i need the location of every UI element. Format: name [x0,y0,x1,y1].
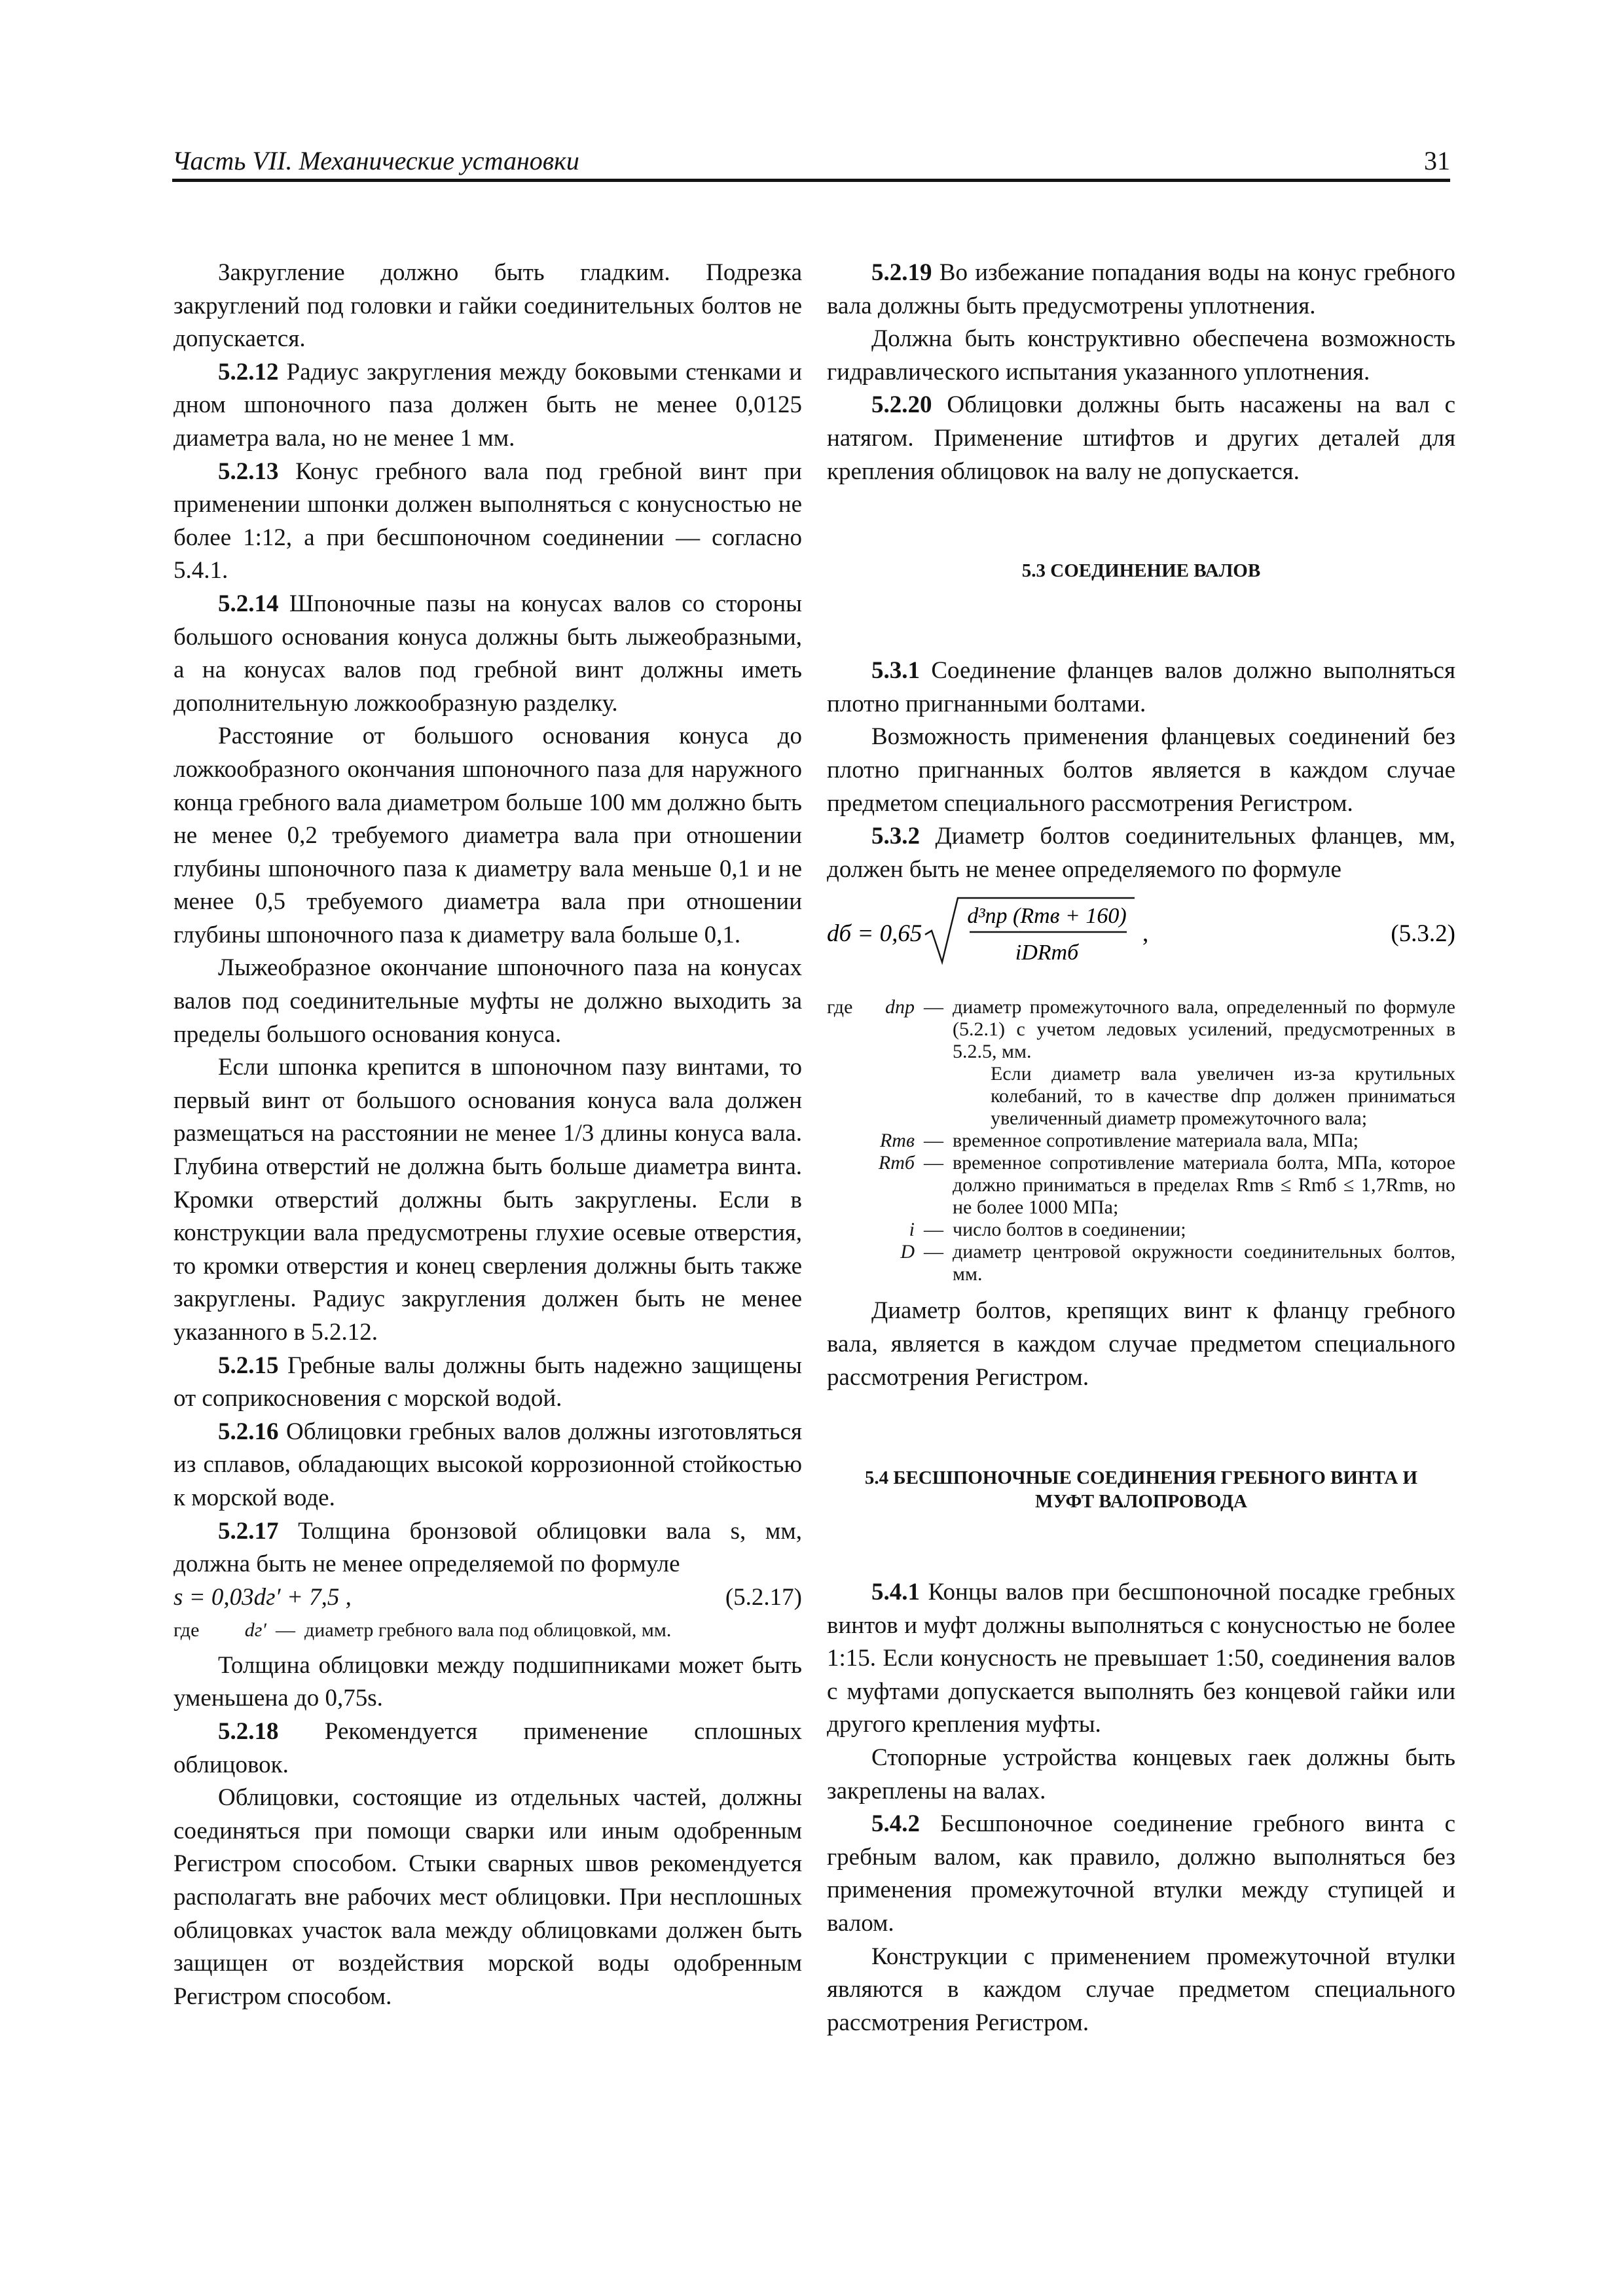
formula-expression: s = 0,03dг′ + 7,5 , [173,1583,352,1611]
paragraph-5-2-14: 5.2.14 Шпоночные пазы на конусах валов со стороны большого основания конуса должны быть лыжеобразными, а на конусах валов под гребной винт должны иметь дополнительную ложкообразную разделку. [173,590,802,717]
clause-number: 5.2.15 [218,1352,279,1379]
running-title: Часть VII. Механические установки [172,146,579,175]
clause-number: 5.2.13 [218,457,279,485]
page-number: 31 [1424,146,1450,175]
clause-number: 5.2.18 [218,1717,279,1745]
paragraph: Конструкции с применением промежуточной втулки являются в каждом случае предметом специального рассмотрения Регистром. [827,1943,1455,2036]
formula-numerator: d³пр (Rmв + 160) [967,904,1127,929]
paragraph-5-2-16: 5.2.16 Облицовки гребных валов должны изготовляться из сплавов, обладающих высокой коррозионной стойкостью к морской воде. [173,1418,802,1511]
clause-number: 5.2.17 [218,1517,279,1545]
page-header [172,145,1450,179]
paragraph-5-4-1: 5.4.1 Концы валов при бесшпоночной посадке гребных винтов и муфт должны выполняться с конусностью не более 1:15. Если конусность не превышает 1:50, соединения валов с муфтами допускается выполнять без концевой гайки или другого крепления муфты. [827,1579,1455,1738]
formula-lhs: dб = 0,65 [827,920,922,948]
paragraph: Стопорные устройства концевых гаек должны быть закреплены на валах. [827,1744,1455,1804]
left-column [173,257,802,2013]
paragraph-5-3-2: 5.3.2 Диаметр болтов соединительных фланцев, мм, должен быть не менее определяемого по формуле [827,823,1455,883]
paragraph: Расстояние от большого основания конуса до ложкообразного окончания шпоночного паза для наружного конца гребного вала диаметром больше 100 мм должно быть не менее 0,2 требуемого диаметра вала при отношении глубины шпоночного паза к диаметру вала меньше 0,1 и не менее 0,5 требуемого диаметра вала при отношении глубины шпоночного паза к диаметру вала больше 0,1. [173,723,802,948]
paragraph: Закругление должно быть гладким. Подрезка закруглений под головки и гайки соединительных болтов не допускается. [173,259,802,353]
clause-number: 5.2.14 [218,590,279,617]
clause-number: 5.2.20 [871,391,932,419]
section-heading-5-3: 5.3 СОЕДИНЕНИЕ ВАЛОВ [1021,560,1261,582]
paragraph-5-3-1: 5.3.1 Соединение фланцев валов должно выполняться плотно пригнанными болтами. [827,657,1455,717]
paragraph-5-2-15: 5.2.15 Гребные валы должны быть надежно защищены от соприкосновения с морской водой. [173,1352,802,1412]
clause-number: 5.2.12 [218,358,279,386]
paragraph: Облицовки, состоящие из отдельных частей, должны соединяться при помощи сварки или иным одобренным Регистром способом. Стыки сварных швов рекомендуется располагать вне рабочих мест облицовки. При несплошных облицовках участок вала между облицовками должен быть защищен от воздействия морской воды одобренным Регистром способом. [173,1784,802,2010]
paragraph-5-2-20: 5.2.20 Облицовки должны быть насажены на вал с натягом. Применение штифтов и других деталей для крепления облицовок на валу не допускается. [827,391,1455,485]
formula-svg [827,894,1455,987]
paragraph-5-2-12: 5.2.12 Радиус закругления между боковыми стенками и дном шпоночного паза должен быть не менее 0,0125 диаметра вала, но не менее 1 мм. [173,358,802,452]
clause-number: 5.2.16 [218,1418,279,1445]
clause-number: 5.4.1 [871,1579,920,1606]
paragraph-5-2-17: 5.2.17 Толщина бронзовой облицовки вала s, мм, должна быть не менее определяемой по формуле [173,1517,802,1578]
clause-number: 5.4.2 [871,1810,920,1838]
formula-legend: где dг′ — диаметр гребного вала под облицовкой, мм. [173,1619,672,1641]
formula-5-3-2 [827,894,1455,987]
clause-number: 5.2.19 [871,259,932,286]
paragraph: Если шпонка крепится в шпоночном пазу винтами, то первый винт от большого основания конуса вала должен размещаться на расстоянии не менее 1/3 длины конуса вала. Глубина отверстий не должна быть больше диаметра винта. Кромки отверстий должны быть закруглены. Если в конструкции вала предусмотрены глухие осевые отверстия, то кромки отверстия и конец сверления должны быть также закруглены. Радиус закругления должен быть не менее указанного в 5.2.12. [173,1054,802,1346]
paragraph: Лыжеобразное окончание шпоночного паза на конусах валов под соединительные муфты не должно выходить за пределы большого основания конуса. [173,954,802,1048]
formula-comma: , [1142,920,1149,948]
paragraph-5-4-2: 5.4.2 Бесшпоночное соединение гребного винта с гребным валом, как правило, должно выполняться без применения промежуточной втулки между ступицей и валом. [827,1810,1455,1937]
section-heading-5-4: 5.4 БЕСШПОНОЧНЫЕ СОЕДИНЕНИЯ ГРЕБНОГО ВИНТА И МУФТ ВАЛОПРОВОДА [864,1467,1418,1513]
formula-number: (5.3.2) [1391,920,1455,948]
paragraph: Диаметр болтов, крепящих винт к фланцу гребного вала, является в каждом случае предметом специального рассмотрения Регистром. [827,1297,1455,1391]
formula-5-2-17 [173,1581,802,1615]
paragraph: Должна быть конструктивно обеспечена возможность гидравлического испытания указанного уплотнения. [827,325,1455,386]
paragraph-5-2-19: 5.2.19 Во избежание попадания воды на конус гребного вала должны быть предусмотрены уплотнения. [827,259,1455,319]
paragraph: Толщина облицовки между подшипниками может быть уменьшена до 0,75s. [173,1651,802,1712]
formula-legend: где dпр — диаметр промежуточного вала, определенный по формуле (5.2.1) с учетом ледовых усилений, предусмотренных в 5.2.5, мм. Если диаметр вала увеличен из-за крутильных колебаний, то в качестве dпр должен приниматься увеличенный диаметр промежуточного вала; Rmв — временное сопротивление материала вала, МПа; Rmб — временное сопротивление материала болта, МПа, которое должно приниматься в пределах Rmв ≤ Rmб ≤ 1,7Rmв, но не более 1000 МПа; i — число болтов в соединении; D — диаметр центровой окружности соединительных болтов, мм. [827,996,1455,1285]
formula-number: (5.2.17) [725,1583,802,1611]
paragraph-5-2-13: 5.2.13 Конус гребного вала под гребной винт при применении шпонки должен выполняться с конусностью не более 1:12, а при бесшпоночном соединении — согласно 5.4.1. [173,457,802,584]
paragraph: Возможность применения фланцевых соединений без плотно пригнанных болтов является в каждом случае предметом специального рассмотрения Регистром. [827,723,1455,817]
right-column [827,257,1455,2039]
clause-number: 5.3.2 [871,823,920,850]
header-rule [172,179,1450,182]
clause-number: 5.3.1 [871,657,920,685]
paragraph-5-2-18: 5.2.18 Рекомендуется применение сплошных облицовок. [173,1717,802,1778]
formula-denominator: iDRmб [1015,941,1079,965]
